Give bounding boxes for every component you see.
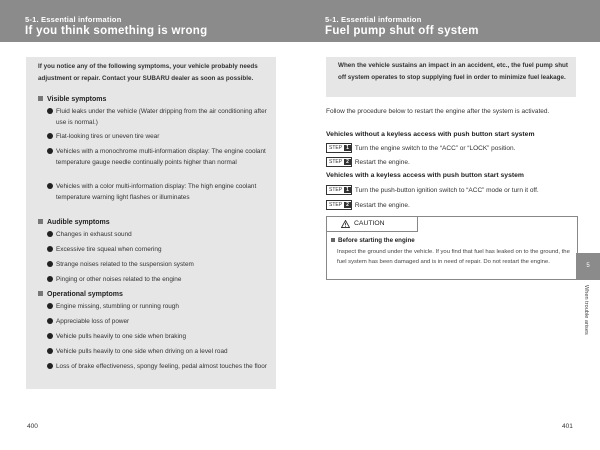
square-icon [38, 219, 43, 224]
bullet-icon [47, 333, 53, 339]
right-page [300, 0, 600, 450]
bullet-icon [47, 231, 53, 237]
caution-label: CAUTION [354, 220, 385, 227]
bullet-icon [47, 133, 53, 139]
step-row: STEP 2 Restart the engine. [326, 157, 410, 167]
step-row: STEP 2 Restart the engine. [326, 200, 410, 210]
list-item: Vehicle pulls heavily to one side when braking [47, 331, 269, 342]
right-header [300, 0, 600, 42]
caution-box [326, 216, 578, 280]
list-item: Pinging or other noises related to the engine [47, 274, 269, 285]
page-number-left: 400 [27, 423, 38, 430]
procedure-text: Follow the procedure below to restart the engine after the system is activated. [326, 108, 550, 115]
operational-symptoms-heading: Operational symptoms [38, 291, 123, 298]
caution-header [327, 217, 418, 232]
bullet-icon [47, 148, 53, 154]
square-icon [38, 96, 43, 101]
step-badge: STEP 2 [326, 200, 352, 210]
list-item: Changes in exhaust sound [47, 229, 269, 240]
bullet-icon [47, 318, 53, 324]
symptoms-intro: If you notice any of the following symptoms, your vehicle probably needs adjustment or repair. Contact your SUBARU dealer as soon as possible. [38, 63, 258, 82]
list-item: Loss of brake effectiveness, spongy feeling, pedal almost touches the floor [47, 361, 269, 372]
list-item: Excessive tire squeal when cornering [47, 244, 269, 255]
list-item: Strange noises related to the suspension system [47, 259, 269, 270]
bullet-icon [47, 261, 53, 267]
page-number-right: 401 [562, 423, 573, 430]
list-item: Fluid leaks under the vehicle (Water dripping from the air conditioning after use is normal.) [47, 106, 269, 128]
step-badge: STEP 1 [326, 143, 352, 153]
bullet-icon [47, 276, 53, 282]
without-keyless-heading: Vehicles without a keyless access with push button start system [326, 131, 535, 138]
list-item: Flat-looking tires or uneven tire wear [47, 131, 269, 142]
bullet-icon [47, 363, 53, 369]
list-item: Vehicles with a color multi-information display: The high engine coolant temperature warning light flashes or illuminates [47, 181, 269, 203]
left-header [0, 0, 300, 42]
list-item: Vehicles with a monochrome multi-information display: The engine coolant temperature gauge needle continually points higher than normal [47, 146, 269, 168]
bullet-icon [47, 183, 53, 189]
step-badge: STEP 1 [326, 185, 352, 195]
with-keyless-heading: Vehicles with a keyless access with push button start system [326, 172, 524, 179]
bullet-icon [47, 348, 53, 354]
caution-subheading: Before starting the engine [331, 237, 415, 244]
square-icon [331, 238, 335, 242]
chapter-tab: 5 [576, 253, 600, 280]
list-item: Vehicle pulls heavily to one side when driving on a level road [47, 346, 269, 357]
audible-symptoms-heading: Audible symptoms [38, 219, 110, 226]
chapter-side-label: When trouble arises [583, 285, 589, 335]
list-item: Engine missing, stumbling or running rough [47, 301, 269, 312]
bullet-icon [47, 246, 53, 252]
visible-symptoms-heading: Visible symptoms [38, 96, 106, 103]
left-section-label: 5-1. Essential information [25, 15, 122, 24]
bullet-icon [47, 303, 53, 309]
right-page-title: Fuel pump shut off system [325, 25, 479, 37]
bullet-icon [47, 108, 53, 114]
left-page-title: If you think something is wrong [25, 25, 208, 37]
step-row: STEP 1 Turn the push-button ignition switch to “ACC” mode or turn it off. [326, 185, 539, 195]
summary-text: When the vehicle sustains an impact in an accident, etc., the fuel pump shut off system operates to stop supplying fuel in order to minimize fuel leakage. [338, 62, 568, 81]
step-row: STEP 1 Turn the engine switch to the “ACC” or “LOCK” position. [326, 143, 515, 153]
caution-text: Inspect the ground under the vehicle. If you find that fuel has leaked on to the ground, the fuel system has been damaged and is in need of repair. Do not restart the engine. [337, 249, 570, 265]
list-item: Appreciable loss of power [47, 316, 269, 327]
right-section-label: 5-1. Essential information [325, 15, 422, 24]
square-icon [38, 291, 43, 296]
step-badge: STEP 2 [326, 157, 352, 167]
warning-triangle-icon [341, 220, 350, 228]
